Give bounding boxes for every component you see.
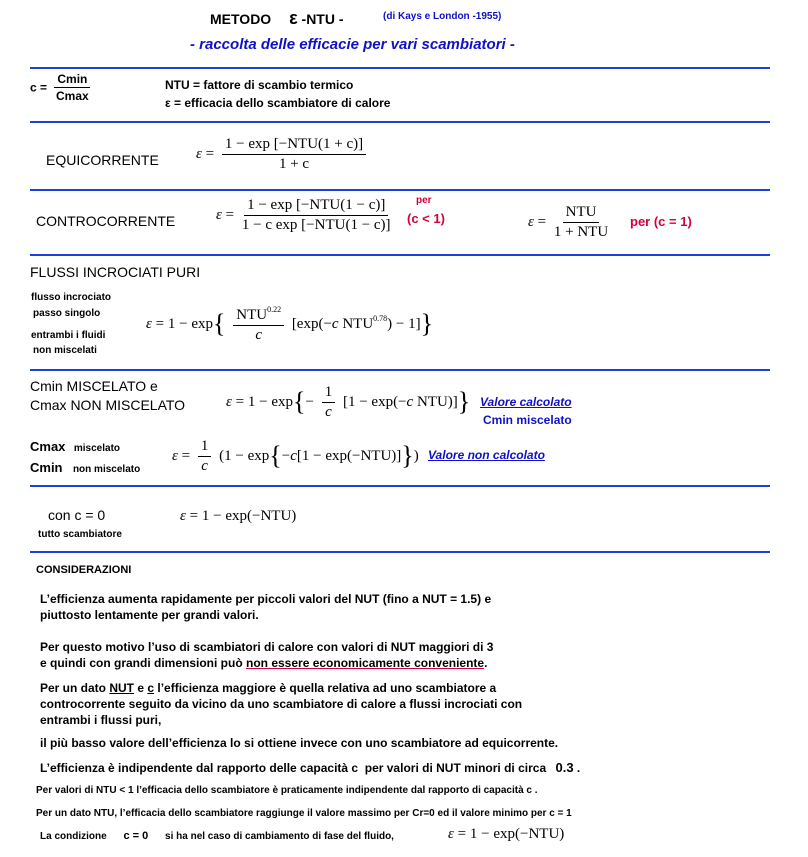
- title-suffix: -NTU -: [301, 11, 344, 27]
- considerazioni-p3-line3: entrambi i flussi puri,: [40, 713, 162, 727]
- controcorrente-per: per: [416, 195, 432, 206]
- considerazioni-p7: Per un dato NTU, l’efficacia dello scambiatore raggiunge il valore massimo per Cr=0 ed il valore minimo per c = 1: [36, 808, 572, 819]
- controcorrente-label: CONTROCORRENTE: [36, 213, 176, 229]
- c1-denominator: 1 + NTU: [553, 224, 609, 240]
- equicorrente-formula: ε = $\frac{\text{1 − exp [−NTU(1 + c)]}}{1 + c}$: [196, 136, 370, 173]
- considerazioni-p1-line1: L’efficienza aumenta rapidamente per piccoli valori del NUT (fino a NUT = 1.5) e: [40, 592, 492, 606]
- valore-non-calcolato-tag: Valore non calcolato: [428, 448, 545, 462]
- flussi-formula: ε = 1 − exp{ $\frac{NTU^{0.22}}{c}$ [exp(−c $NTU^{0.78}) - 1$]}: [146, 305, 434, 343]
- title-epsilon: ε: [289, 8, 298, 28]
- controcorrente-numerator: 1 − exp [−NTU(1 − c)]: [244, 197, 388, 216]
- cmin-rest: non miscelato: [72, 464, 141, 475]
- controcorrente-condition: (c < 1): [407, 211, 445, 226]
- p8-pre: La condizione: [40, 831, 107, 842]
- valore-calcolato-sub: Cmin miscelato: [483, 413, 572, 427]
- considerazioni-p2-line2: [40, 656, 487, 670]
- cmax-miscelato-line1: [30, 438, 120, 456]
- p5-value: 0.3: [555, 760, 574, 775]
- c-zero-label: con c = 0: [48, 507, 106, 523]
- cmax-bold: Cmax: [30, 439, 66, 454]
- flussi-note-3: entrambi i fluidi: [31, 330, 106, 341]
- p8-c: c = 0: [123, 830, 149, 842]
- epsilon-definition: ε = efficacia dello scambiatore di calore: [165, 96, 391, 110]
- p2-underlined: non essere economicamente conveniente: [246, 656, 485, 670]
- divider-3: [30, 189, 770, 191]
- c-denominator: Cmax: [56, 89, 89, 103]
- subtitle: - raccolta delle efficacie per vari scambiatori -: [190, 36, 515, 53]
- considerazioni-p3-line2: controcorrente seguito da vicino da uno scambiatore di calore a flussi incrociati con: [40, 697, 523, 711]
- title-prefix: METODO: [210, 11, 272, 27]
- considerazioni-p4: il più basso valore dell’efficienza lo si ottiene invece con uno scambiatore ad equicorrente.: [40, 736, 559, 750]
- divider-2: [30, 121, 770, 123]
- divider-7: [30, 551, 770, 553]
- cmin-miscelato-formula: ε = 1 − exp{− $\frac{1}{c}$ [1 − exp(−c NTU)]}: [226, 384, 471, 420]
- c-numerator: Cmin: [54, 72, 90, 88]
- p3-d: l’efficienza maggiore è quella relativa ad uno scambiatore a: [154, 681, 497, 695]
- divider-4: [30, 254, 770, 256]
- cmax-miscelato-formula: ε = $\frac{1}{c}$ (1 − exp{−c[1 − exp(−NTU)]}): [172, 438, 419, 474]
- page-title: [210, 8, 344, 29]
- cmax-miscelato-line2: [30, 459, 140, 477]
- considerazioni-p2-line1: Per questo motivo l’uso di scambiatori di calore con valori di NUT maggiori di 3: [40, 640, 494, 654]
- p8-post: si ha nel caso di cambiamento di fase del fluido,: [165, 831, 394, 842]
- divider-1: [30, 67, 770, 69]
- equicorrente-numerator: 1 − exp [−NTU(1 + c)]: [222, 136, 366, 155]
- controcorrente-denominator: 1 − c exp [−NTU(1 − c)]: [241, 217, 391, 233]
- valore-calcolato-tag: Valore calcolato: [480, 395, 572, 409]
- flussi-heading: FLUSSI INCROCIATI PURI: [30, 264, 201, 280]
- controcorrente-formula: ε = $\frac{\text{1 − exp [−NTU(1 − c)]}}{\text{1 − c exp [−NTU(1 − c)]}}$: [216, 197, 391, 233]
- cmin-bold: Cmin: [30, 460, 63, 475]
- c-zero-sublabel: tutto scambiatore: [38, 529, 122, 540]
- p3-nut: NUT: [109, 681, 135, 695]
- p3-a: Per un dato: [40, 681, 110, 695]
- flussi-note-2: passo singolo: [33, 308, 101, 319]
- c-zero-formula: ε = 1 − exp(−NTU): [180, 508, 297, 524]
- cmin-miscelato-line2: Cmax NON MISCELATO: [30, 397, 186, 413]
- p2-pre: e quindi con grandi dimensioni può: [40, 656, 246, 670]
- flussi-exponent-1: 0.22: [267, 305, 282, 314]
- divider-6: [30, 485, 770, 487]
- p2-post: .: [484, 656, 488, 670]
- c-fraction: [54, 72, 90, 103]
- p3-b: e: [134, 681, 148, 695]
- flussi-exponent-2: 0.78: [373, 313, 388, 323]
- equicorrente-denominator: 1 + c: [278, 156, 310, 172]
- considerazioni-p8-formula: ε = 1 − exp(−NTU): [448, 826, 565, 842]
- considerazioni-p5: L’efficienza è indipendente dal rapporto delle capacità c per valori di NUT minori di circa 0.3 .: [40, 760, 581, 775]
- equicorrente-label: EQUICORRENTE: [46, 152, 159, 168]
- ntu-definition: NTU = fattore di scambio termico: [165, 78, 354, 92]
- considerazioni-heading: CONSIDERAZIONI: [36, 564, 132, 576]
- considerazioni-p6: Per valori di NTU < 1 l’efficacia dello scambiatore è praticamente indipendente dal rapporto di capacità c .: [36, 785, 538, 796]
- c1-numerator: NTU: [563, 204, 600, 223]
- controcorrente-formula-c1: ε = $\frac{\text{NTU}}{\text{1 + NTU}}$: [528, 204, 609, 240]
- considerazioni-p8: [40, 830, 394, 842]
- c-definition: [30, 72, 94, 103]
- p5-text: L’efficienza è indipendente dal rapporto delle capacità c per valori di NUT minori di circa: [40, 761, 547, 775]
- considerazioni-p1-line2: piuttosto lentamente per grandi valori.: [40, 608, 259, 622]
- cmax-rest: miscelato: [73, 443, 121, 454]
- considerazioni-p3-line1: [40, 681, 496, 695]
- divider-5: [30, 369, 770, 371]
- cmin-miscelato-line1: Cmin MISCELATO e: [30, 378, 158, 394]
- flussi-note-4: non miscelati: [33, 345, 97, 356]
- p3-c: c: [147, 681, 155, 695]
- c-label: c =: [30, 80, 48, 95]
- controcorrente-condition-c1: per (c = 1): [630, 214, 692, 229]
- flussi-note-1: flusso incrociato: [31, 292, 112, 303]
- title-authors: (di Kays e London -1955): [383, 11, 502, 22]
